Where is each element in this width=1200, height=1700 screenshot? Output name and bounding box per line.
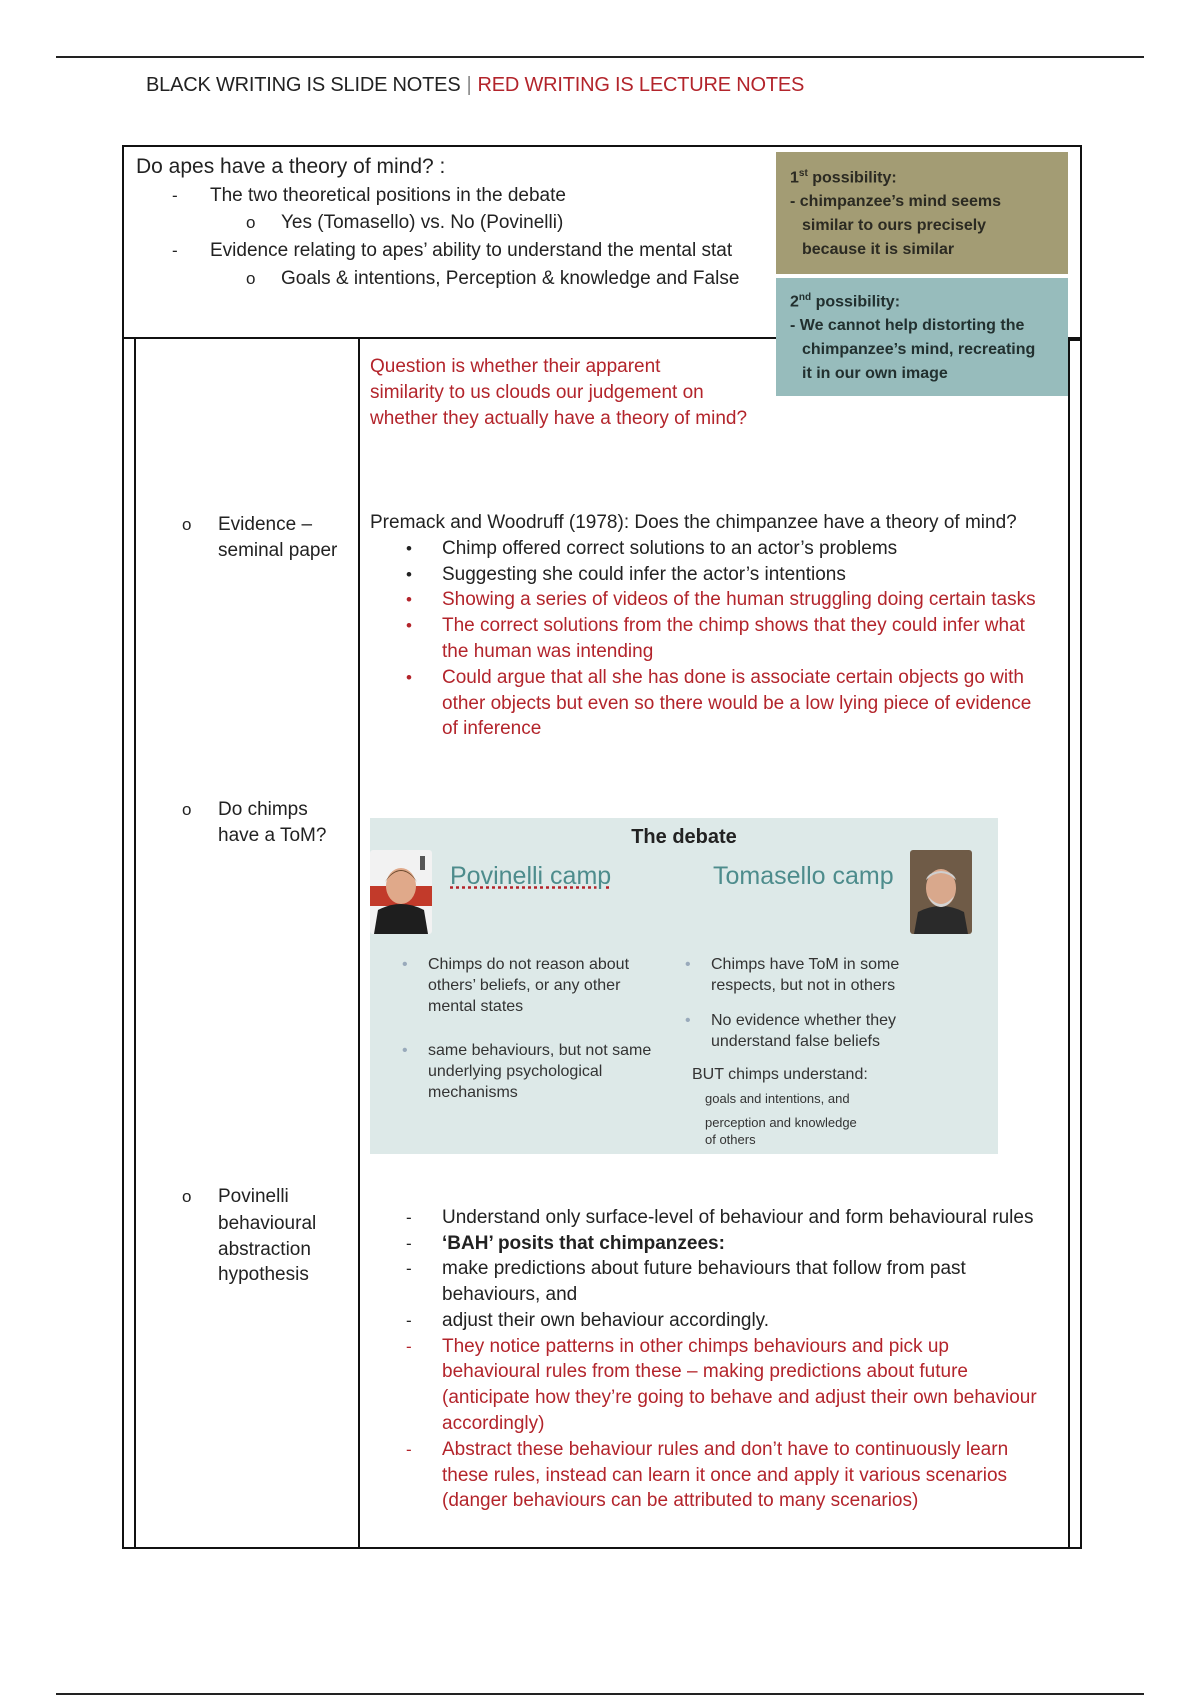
summary-question: Do apes have a theory of mind? : [136, 155, 446, 178]
summary-item: Goals & intentions, Perception & knowledge and False [281, 268, 740, 289]
section-3-line: (anticipate how they’re going to behave and adjust their own behaviour [442, 1387, 1037, 1408]
tomasello-point: • Chimps have ToM in some respects, but not in others [685, 956, 900, 994]
corner-line [1068, 339, 1082, 341]
bullet-icon: • [406, 616, 412, 635]
section-marker: o [182, 800, 192, 819]
povinelli-point: • same behaviours, but not same underlying psychological mechanisms [402, 1042, 652, 1101]
summary-marker: o [246, 269, 256, 288]
section-3-line: adjust their own behaviour accordingly. [442, 1310, 770, 1331]
question-note-line: whether they actually have a theory of mind? [370, 408, 748, 429]
bottom-rule [56, 1693, 1144, 1695]
bullet-icon: • [685, 1012, 691, 1029]
possibility-1-line: - chimpanzee’s mind seems [790, 193, 1002, 211]
povinelli-photo-icon [370, 850, 432, 934]
tomasello-photo-icon [910, 850, 972, 934]
possibility-2-line: it in our own image [802, 365, 948, 383]
summary-item: The two theoretical positions in the debate [210, 185, 566, 206]
section-3-line: accordingly) [442, 1413, 545, 1434]
section-2-label: have a ToM? [218, 825, 327, 846]
section-3-line: They notice patterns in other chimps behaviours and pick up [442, 1336, 949, 1357]
section-1-bullet: The correct solutions from the chimp shows that they could infer what [442, 615, 1025, 636]
possibility-1-line: because it is similar [802, 241, 955, 259]
povinelli-point: • Chimps do not reason about others’ beliefs, or any other mental states [402, 956, 630, 1015]
possibility-2-title: 2nd possibility: [790, 292, 901, 311]
tomasello-subpoint: of others [705, 1132, 756, 1147]
section-3-label: abstraction [218, 1239, 311, 1260]
dash-icon: - [406, 1208, 412, 1227]
section-3-line: behavioural rules from these – making predictions about future [442, 1361, 968, 1382]
section-1-bullet: Suggesting she could infer the actor’s intentions [442, 564, 846, 585]
possibility-2-line: - We cannot help distorting the [790, 317, 1025, 335]
section-marker: o [182, 515, 192, 534]
summary-item: Evidence relating to apes’ ability to understand the mental stat [210, 240, 733, 261]
section-3-label: Povinelli [218, 1186, 289, 1207]
section-2-label: Do chimps [218, 799, 308, 820]
section-3-label: hypothesis [218, 1264, 309, 1285]
tomasello-but-line: BUT chimps understand: [692, 1066, 868, 1083]
section-3-line: ‘BAH’ posits that chimpanzees: [442, 1233, 725, 1254]
tomasello-subpoint: goals and intentions, and [705, 1091, 850, 1106]
bullet-icon: • [406, 539, 412, 558]
tomasello-subpoint: perception and knowledge [705, 1115, 857, 1130]
section-1-bullet: Could argue that all she has done is associate certain objects go with [442, 667, 1024, 688]
dash-icon: - [406, 1234, 412, 1253]
page-header [146, 74, 804, 97]
section-1-bullet: the human was intending [442, 641, 654, 662]
section-3-line: (danger behaviours can be attributed to many scenarios) [442, 1490, 919, 1511]
debate-title: The debate [631, 826, 737, 848]
section-3-line: Abstract these behaviour rules and don’t have to continuously learn [442, 1439, 1009, 1460]
column-separator [358, 339, 360, 1547]
header-red-label: RED WRITING IS LECTURE NOTES [477, 74, 805, 96]
section-3-line: Understand only surface-level of behaviour and form behavioural rules [442, 1207, 1034, 1228]
summary-item: Yes (Tomasello) vs. No (Povinelli) [281, 212, 564, 233]
section-marker: o [182, 1187, 192, 1206]
left-camp-title: Povinelli camp [450, 862, 612, 890]
section-3-label: behavioural [218, 1213, 317, 1234]
section-1-heading: Premack and Woodruff (1978): Does the chimpanzee have a theory of mind? [370, 512, 1017, 533]
inner-right-border [1068, 339, 1070, 1547]
bullet-icon: • [406, 590, 412, 609]
section-3-line: make predictions about future behaviours that follow from past [442, 1258, 966, 1279]
bullet-icon: • [406, 565, 412, 584]
inner-left-border [134, 339, 136, 1547]
dash-icon: - [406, 1259, 412, 1278]
bullet-icon: • [406, 668, 412, 687]
header-separator: | [466, 74, 472, 96]
tomasello-point: • No evidence whether they understand false beliefs [685, 1012, 896, 1050]
section-1-label: seminal paper [218, 540, 338, 561]
summary-marker: - [172, 241, 178, 260]
summary-marker: o [246, 213, 256, 232]
section-1-bullet: of inference [442, 718, 542, 739]
possibility-1-line: similar to ours precisely [802, 217, 987, 235]
bullet-icon: • [685, 956, 691, 973]
possibility-1-box [776, 152, 1068, 274]
right-camp-title: Tomasello camp [713, 862, 894, 890]
bullet-icon: • [402, 956, 408, 973]
possibility-1-title: 1st possibility: [790, 168, 897, 187]
section-3-line: these rules, instead can learn it once and apply it various scenarios [442, 1465, 1008, 1486]
possibility-2-box [776, 278, 1068, 396]
possibility-2-line: chimpanzee’s mind, recreating [802, 341, 1036, 359]
section-1-bullet: Showing a series of videos of the human struggling doing certain tasks [442, 589, 1036, 610]
header-black-label: BLACK WRITING IS SLIDE NOTES [146, 74, 461, 96]
bullet-icon: • [402, 1042, 408, 1059]
dash-icon: - [406, 1311, 412, 1330]
section-3-line: behaviours, and [442, 1284, 578, 1305]
debate-slide [370, 818, 998, 1154]
top-rule [56, 56, 1144, 58]
dash-icon: - [406, 1440, 412, 1459]
section-1-bullet: other objects but even so there would be a low lying piece of evidence [442, 693, 1032, 714]
question-note-line: Question is whether their apparent [370, 356, 661, 377]
section-1-bullet: Chimp offered correct solutions to an actor’s problems [442, 538, 898, 559]
summary-marker: - [172, 186, 178, 205]
section-1-label: Evidence – [218, 514, 313, 535]
dash-icon: - [406, 1337, 412, 1356]
question-note-line: similarity to us clouds our judgement on [370, 382, 704, 403]
